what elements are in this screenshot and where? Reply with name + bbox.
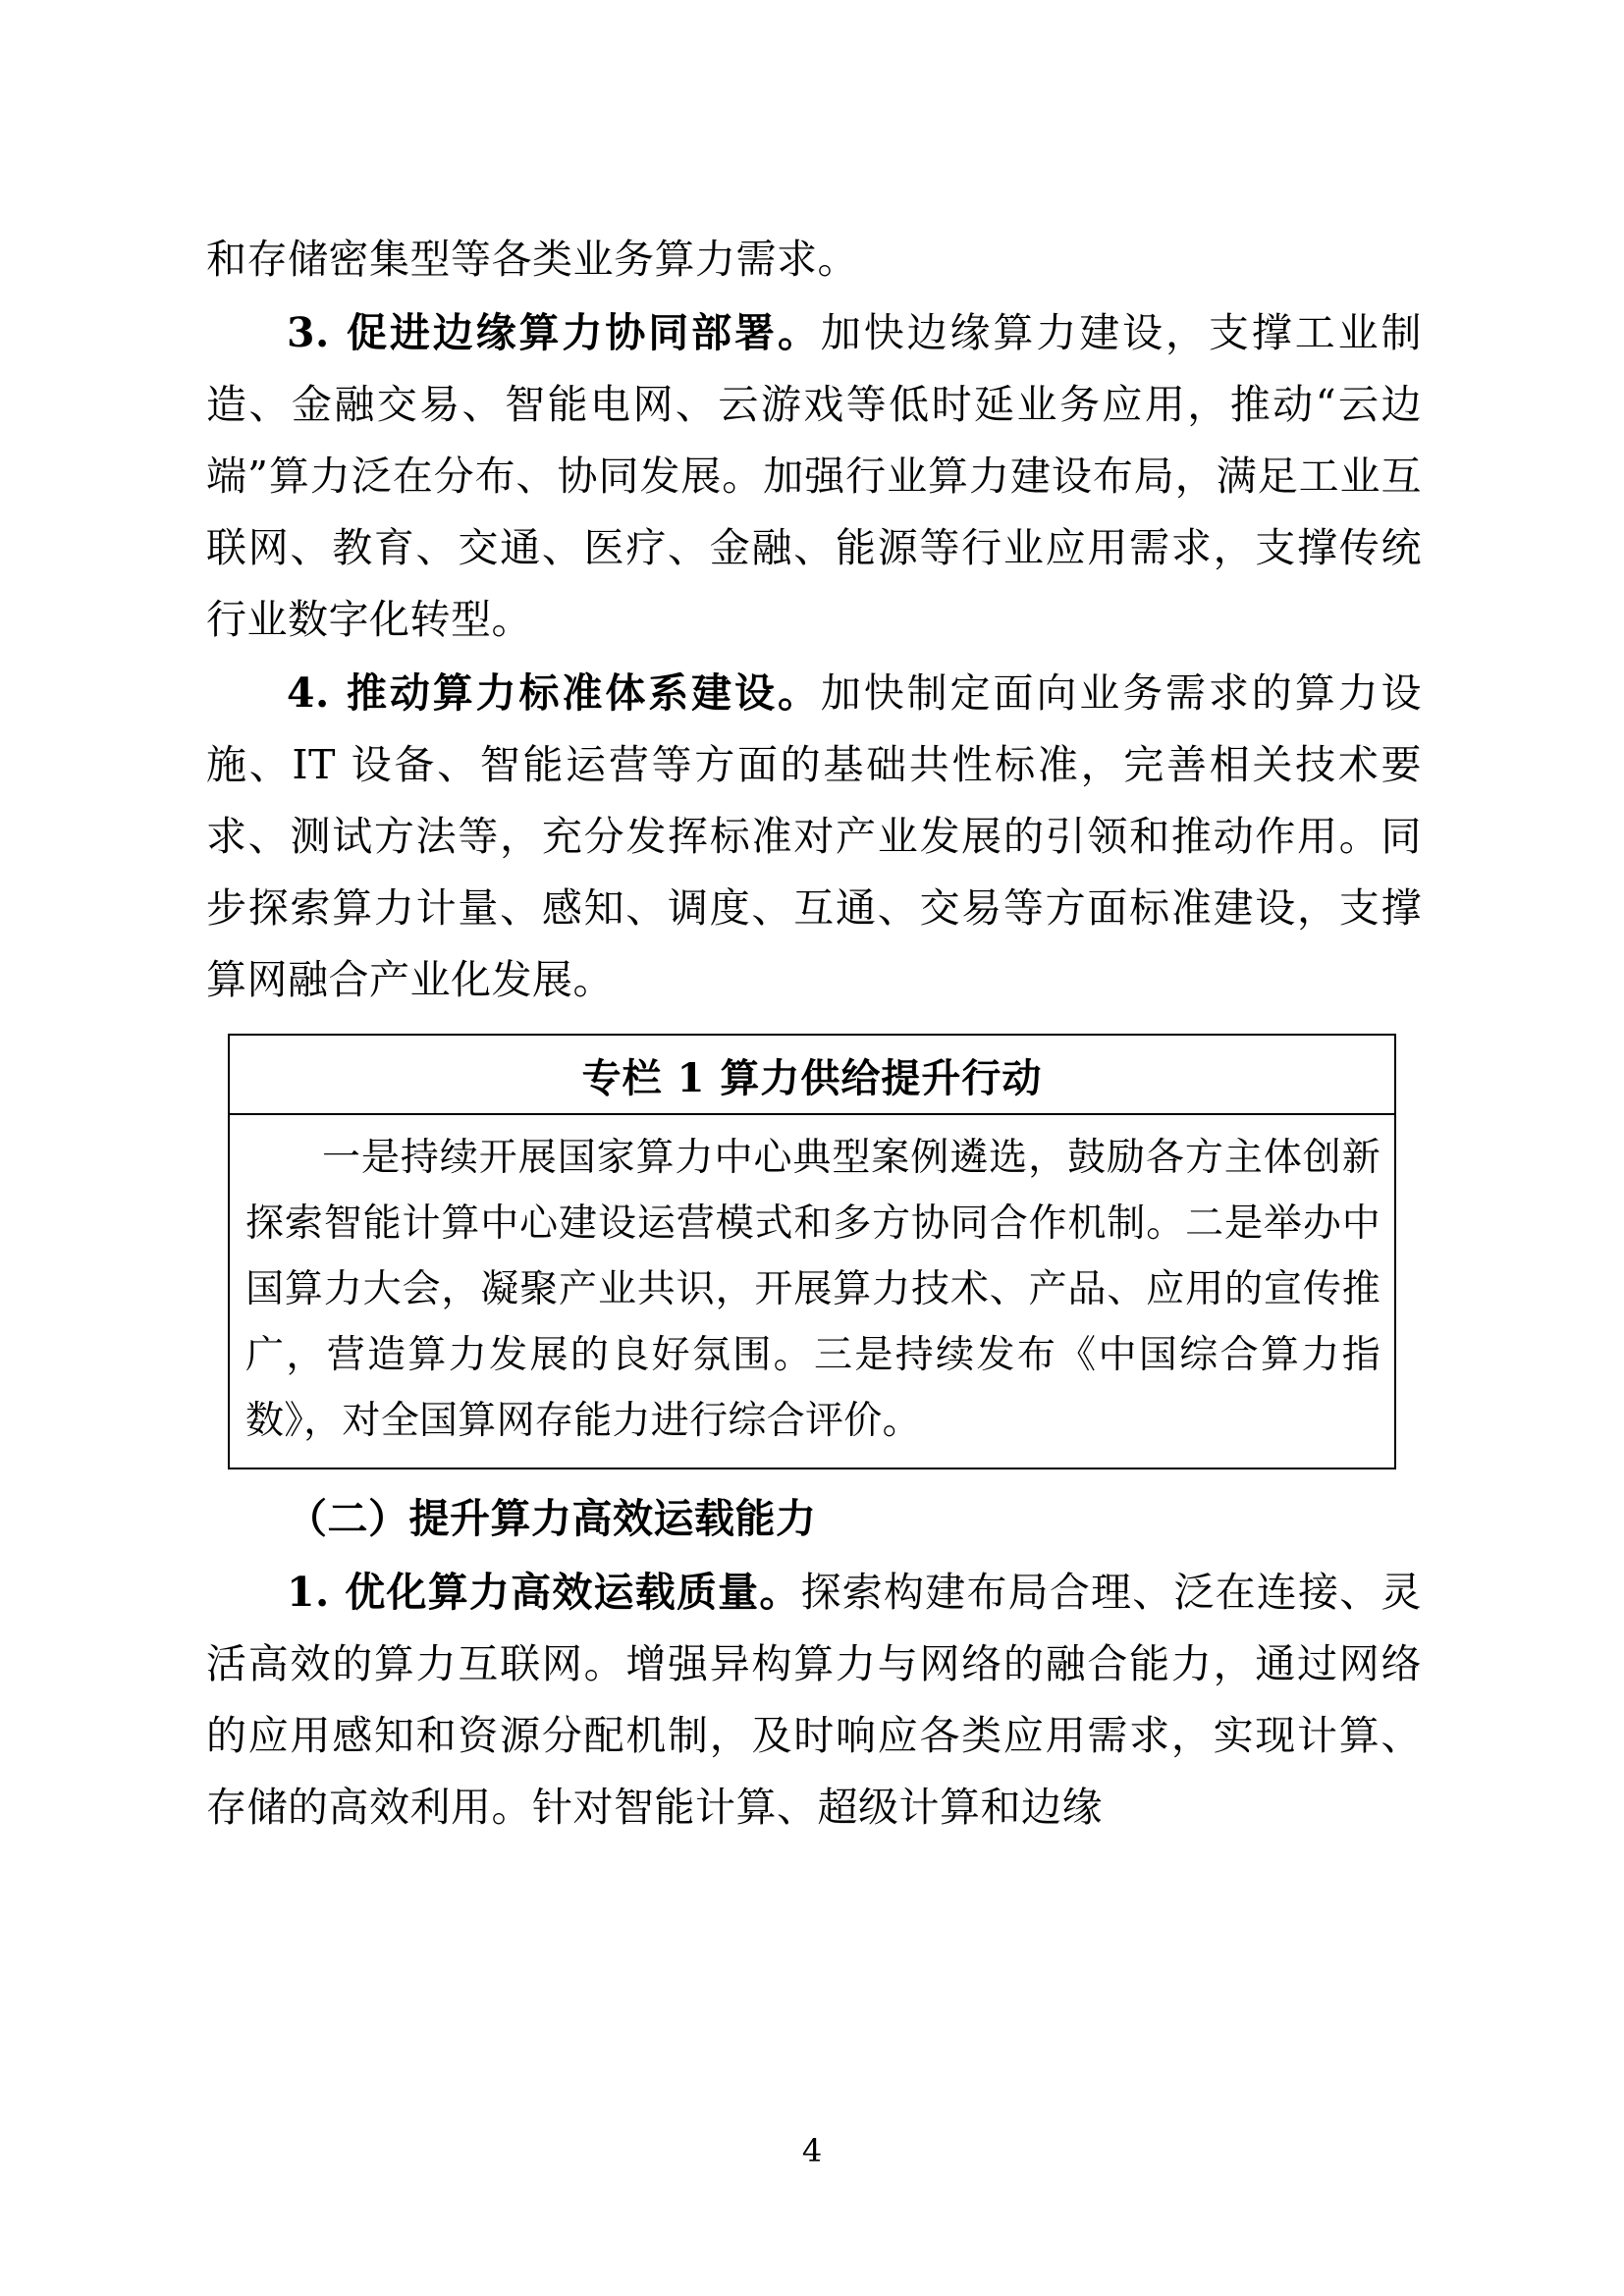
callout-box: [228, 1034, 1396, 1469]
page-number: 4: [801, 2132, 823, 2169]
paragraph-item-1: [206, 1557, 1422, 1843]
document-body: [206, 224, 1422, 1845]
paragraph-item-4-text: 加快制定面向业务需求的算力设施、IT 设备、智能运营等方面的基础共性标准，完善相关技术要求、测试方法等，充分发挥标准对产业发展的引领和推动作用。同步探索算力计量、感知、调度、互通、交易等方面标准建设，支撑算网融合产业化发展。: [206, 668, 1423, 1003]
paragraph-item-4-lead: 4. 推动算力标准体系建设。: [287, 668, 821, 717]
paragraph-item-3-text: 加快边缘算力建设，支撑工业制造、金融交易、智能电网、云游戏等低时延业务应用，推动“云边端”算力泛在分布、协同发展。加强行业算力建设布局，满足工业互联网、教育、交通、医疗、金融、能源等行业应用需求，支撑传统行业数字化转型。: [206, 308, 1423, 643]
paragraph-item-1-text: 探索构建布局合理、泛在连接、灵活高效的算力互联网。增强异构算力与网络的融合能力，通过网络的应用感知和资源分配机制，及时响应各类应用需求，实现计算、存储的高效利用。针对智能计算、超级计算和边缘: [206, 1569, 1422, 1831]
paragraph-item-4: [206, 658, 1422, 1016]
paragraph-item-1-lead: 1. 优化算力高效运载质量。: [287, 1569, 801, 1617]
callout-box-title: 专栏 1 算力供给提升行动: [230, 1036, 1394, 1115]
callout-box-body: 一是持续开展国家算力中心典型案例遴选，鼓励各方主体创新探索智能计算中心建设运营模式和多方协同合作机制。二是举办中国算力大会，凝聚产业共识，开展算力技术、产品、应用的宣传推广，营造算力发展的良好氛围。三是持续发布《中国综合算力指数》，对全国算网存能力进行综合评价。: [245, 1135, 1380, 1443]
section-heading: （二）提升算力高效运载能力: [287, 1495, 817, 1543]
paragraph-continued: [206, 224, 1422, 295]
paragraph-continued-text: 和存储密集型等各类业务算力需求。: [206, 236, 858, 283]
paragraph-item-3-lead: 3. 促进边缘算力协同部署。: [287, 308, 821, 356]
paragraph-item-3: [206, 297, 1422, 656]
